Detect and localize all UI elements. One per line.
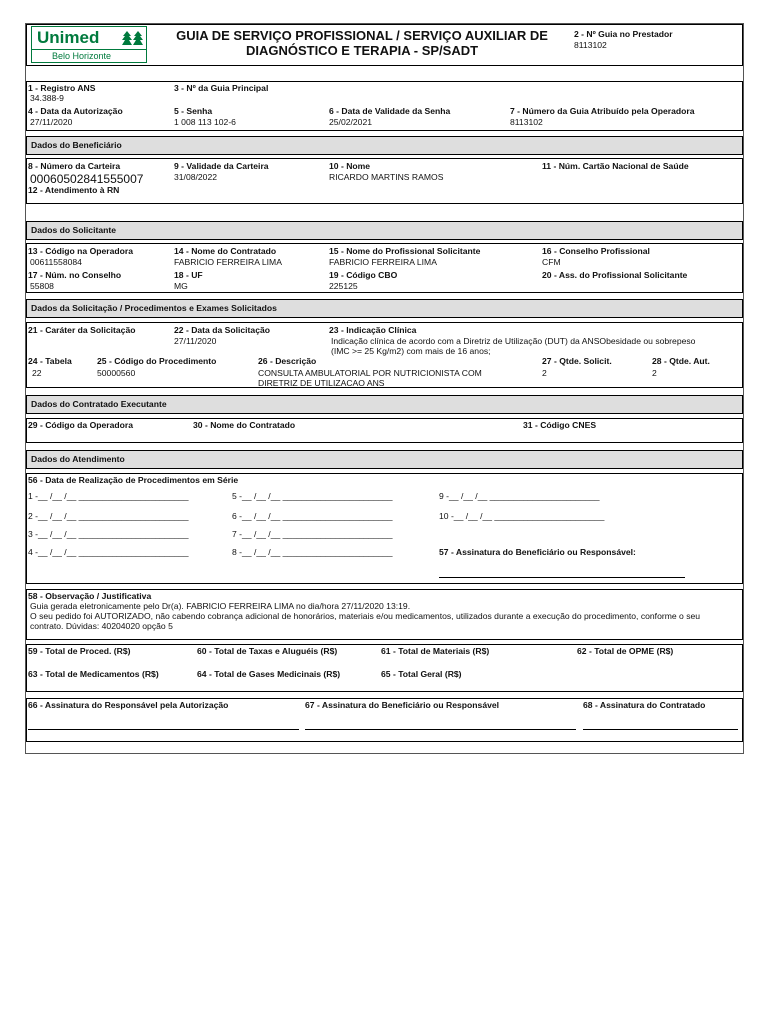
nome-contratado-label: 14 - Nome do Contratado [174,246,277,256]
atendimento-title: Dados do Atendimento [31,454,125,464]
executante-codigo-label: 29 - Código da Operadora [28,420,134,430]
validade-carteira-value: 31/08/2022 [174,172,218,182]
data-solicitacao-label: 22 - Data da Solicitação [174,325,270,335]
profissional-label: 15 - Nome do Profissional Solicitante [329,246,481,256]
conselho-label: 16 - Conselho Profissional [542,246,650,256]
assinatura-beneficiario-responsavel-label: 67 - Assinatura do Beneficiário ou Responsável [305,700,500,710]
data-autorizacao-label: 4 - Data da Autorização [28,106,123,116]
atendimento-header [26,450,743,469]
executante-box [26,418,743,443]
uf-value: MG [174,281,188,291]
guia-prestador-label: 2 - Nº Guia no Prestador [574,29,673,39]
date-row-9[interactable]: 9 -__ /__ /__ _______________________ [439,491,600,501]
qtde-autorizada-value: 2 [652,368,657,378]
assinatura-contratado-label: 68 - Assinatura do Contratado [583,700,706,710]
executante-nome-label: 30 - Nome do Contratado [193,420,296,430]
date-row-3[interactable]: 3 -__ /__ /__ _______________________ [28,529,189,539]
data-autorizacao-value: 27/11/2020 [30,117,73,127]
cnes-label: 31 - Código CNES [523,420,597,430]
validade-senha-label: 6 - Data de Validade da Senha [329,106,451,116]
nome-beneficiario-label: 10 - Nome [329,161,371,171]
form-title-line1: GUIA DE SERVIÇO PROFISSIONAL / SERVIÇO AUXILIAR DE [176,28,548,43]
assinatura-solicitante-label: 20 - Ass. do Profissional Solicitante [542,270,688,280]
carater-label: 21 - Caráter da Solicitação [28,325,136,335]
cbo-value: 225125 [329,281,358,291]
senha-label: 5 - Senha [174,106,213,116]
form-title-line2: DIAGNÓSTICO E TERAPIA - SP/SADT [245,43,479,58]
observacao-line1: Guia gerada eletronicamente pelo Dr(a). FABRICIO FERREIRA LIMA no dia/hora 27/11/2020 13:19. [30,601,411,611]
date-row-2[interactable]: 2 -__ /__ /__ _______________________ [28,511,189,521]
codigo-operadora-label: 13 - Código na Operadora [28,246,134,256]
assinatura-contratado-line[interactable] [583,729,738,730]
assinatura-autorizacao-label: 66 - Assinatura do Responsável pela Autorização [28,700,229,710]
num-conselho-value: 55808 [30,281,54,291]
cns-label: 11 - Núm. Cartão Nacional de Saúde [542,161,689,171]
observacao-line2: O seu pedido foi AUTORIZADO, não cabendo cobrança adicional de honorários, materiais e/ou medicamentos, utilizados durante a execução do procedimento, conforme o seu [30,611,701,621]
datas-serie-label: 56 - Data de Realização de Procedimentos em Série [28,475,239,485]
total-taxas-label: 60 - Total de Taxas e Aluguéis (R$) [197,646,338,656]
assinatura-beneficiario-responsavel-line[interactable] [305,729,576,730]
codigo-operadora-value: 00611558084 [30,257,82,267]
data-solicitacao-value: 27/11/2020 [174,336,217,346]
solicitacao-title: Dados da Solicitação / Procedimentos e Exames Solicitados [31,303,277,313]
solicitante-title: Dados do Solicitante [31,225,116,235]
codigo-procedimento-value: 50000560 [97,368,136,378]
beneficiario-title: Dados do Beneficiário [31,140,122,150]
date-row-7[interactable]: 7 -__ /__ /__ _______________________ [232,529,393,539]
assinatura-beneficiario-line[interactable] [439,577,685,578]
unimed-tree-icon [122,30,144,47]
city-band [32,49,146,63]
tabela-value: 22 [32,368,42,378]
guia-principal-label: 3 - Nº da Guia Principal [174,83,269,93]
carteira-value: 00060502841555007 [30,172,144,186]
rn-label: 12 - Atendimento à RN [28,185,120,195]
descricao-label: 26 - Descrição [258,356,317,366]
descricao-line2: DIRETRIZ DE UTILIZACAO ANS [258,378,385,388]
unimed-logo [31,26,147,63]
beneficiario-header [26,136,743,155]
senha-value: 1 008 113 102-6 [174,117,236,127]
guia-operadora-label: 7 - Número da Guia Atribuído pela Operadora [510,106,695,116]
total-opme-label: 62 - Total de OPME (R$) [577,646,674,656]
guia-operadora-value: 8113102 [510,117,543,127]
validade-senha-value: 25/02/2021 [329,117,373,127]
nome-beneficiario-value: RICARDO MARTINS RAMOS [329,172,444,182]
tabela-label: 24 - Tabela [28,356,72,366]
conselho-value: CFM [542,257,561,267]
total-geral-label: 65 - Total Geral (R$) [381,669,462,679]
qtde-solicitada-value: 2 [542,368,547,378]
nome-contratado-value: FABRICIO FERREIRA LIMA [174,257,282,267]
registro-ans-label: 1 - Registro ANS [28,83,96,93]
indicacao-line2: (IMC >= 25 Kg/m2) com mais de 16 anos; [331,346,491,356]
date-row-4[interactable]: 4 -__ /__ /__ _______________________ [28,547,189,557]
carteira-label: 8 - Número da Carteira [28,161,121,171]
date-row-8[interactable]: 8 -__ /__ /__ _______________________ [232,547,393,557]
city-label: Belo Horizonte [52,51,112,61]
indicacao-label: 23 - Indicação Clínica [329,325,417,335]
num-conselho-label: 17 - Núm. no Conselho [28,270,122,280]
assinatura-beneficiario-label: 57 - Assinatura do Beneficiário ou Responsável: [439,547,636,557]
cbo-label: 19 - Código CBO [329,270,398,280]
guia-prestador-value: 8113102 [574,40,607,50]
assinatura-autorizacao-line[interactable] [28,729,299,730]
solicitacao-header [26,299,743,318]
registro-ans-value: 34.388-9 [30,93,64,103]
solicitante-header [26,221,743,240]
uf-label: 18 - UF [174,270,203,280]
date-row-5[interactable]: 5 -__ /__ /__ _______________________ [232,491,393,501]
total-proced-label: 59 - Total de Proced. (R$) [28,646,131,656]
date-row-6[interactable]: 6 -__ /__ /__ _______________________ [232,511,393,521]
total-medicamentos-label: 63 - Total de Medicamentos (R$) [28,669,159,679]
qtde-solicitada-label: 27 - Qtde. Solicit. [542,356,612,366]
date-row-1[interactable]: 1 -__ /__ /__ _______________________ [28,491,189,501]
profissional-value: FABRICIO FERREIRA LIMA [329,257,437,267]
executante-header [26,395,743,414]
validade-carteira-label: 9 - Validade da Carteira [174,161,269,171]
indicacao-line1: Indicação clínica de acordo com a Diretriz de Utilização (DUT) da ANSObesidade ou sobrepeso [331,336,696,346]
observacao-line3: contrato. Dúvidas: 40204020 opção 5 [30,621,173,631]
brand-name: Unimed [37,28,100,47]
observacao-label: 58 - Observação / Justificativa [28,591,152,601]
executante-title: Dados do Contratado Executante [31,399,167,409]
descricao-line1: CONSULTA AMBULATORIAL POR NUTRICIONISTA COM [258,368,482,378]
date-row-10[interactable]: 10 -__ /__ /__ _______________________ [439,511,605,521]
total-materiais-label: 61 - Total de Materiais (R$) [381,646,490,656]
codigo-procedimento-label: 25 - Código do Procedimento [97,356,217,366]
total-gases-label: 64 - Total de Gases Medicinais (R$) [197,669,341,679]
qtde-autorizada-label: 28 - Qtde. Aut. [652,356,710,366]
